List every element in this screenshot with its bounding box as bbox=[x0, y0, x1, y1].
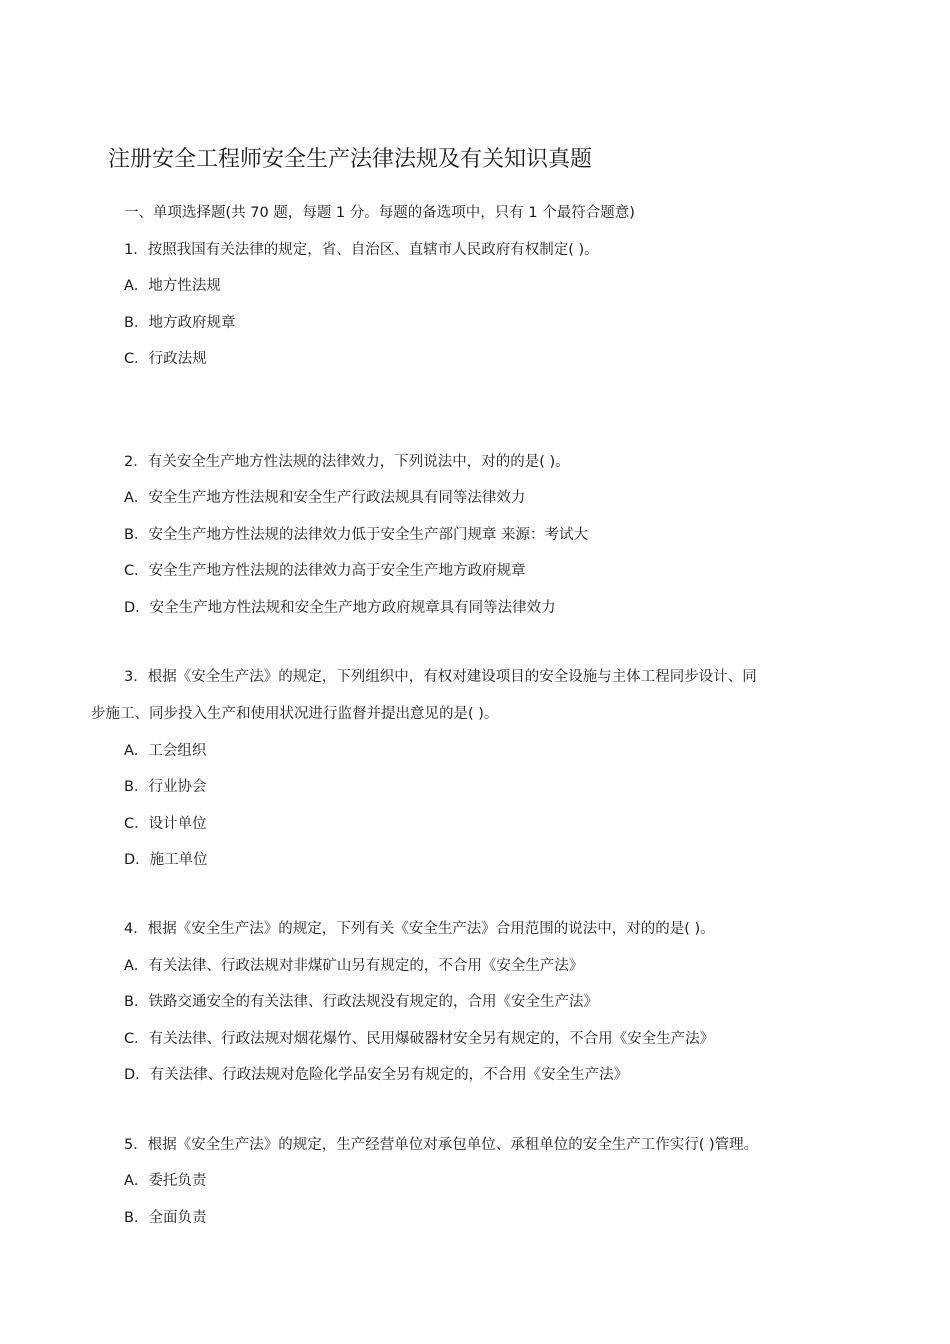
question-4-option-d: D．有关法律、行政法规对危险化学品安全另有规定的，不合用《安全生产法》 bbox=[124, 1067, 629, 1083]
question-1-option-c: C．行政法规 bbox=[124, 351, 207, 367]
question-3-stem-line-2: 步施工、同步投入生产和使用状况进行监督并提出意见的是( )。 bbox=[91, 706, 499, 722]
question-4-option-c: C．有关法律、行政法规对烟花爆竹、民用爆破器材安全另有规定的，不合用《安全生产法》 bbox=[124, 1031, 715, 1047]
question-4-stem: 4．根据《安全生产法》的规定，下列有关《安全生产法》合用范围的说法中，对的的是( )。 bbox=[124, 921, 715, 937]
question-3-option-a: A．工会组织 bbox=[124, 743, 207, 759]
question-2-option-c: C．安全生产地方性法规的法律效力高于安全生产地方政府规章 bbox=[124, 563, 526, 579]
question-3-stem-line-1: 3．根据《安全生产法》的规定，下列组织中，有权对建设项目的安全设施与主体工程同步设计、同 bbox=[124, 669, 757, 685]
document-title: 注册安全工程师安全生产法律法规及有关知识真题 bbox=[108, 147, 593, 172]
question-1-option-b: B．地方政府规章 bbox=[124, 315, 236, 331]
question-5-option-a: A．委托负责 bbox=[124, 1173, 207, 1189]
question-4-option-a: A．有关法律、行政法规对非煤矿山另有规定的，不合用《安全生产法》 bbox=[124, 958, 584, 974]
question-3-option-d: D．施工单位 bbox=[124, 852, 208, 868]
question-4-option-b: B．铁路交通安全的有关法律、行政法规没有规定的，合用《安全生产法》 bbox=[124, 994, 598, 1010]
question-2-stem: 2．有关安全生产地方性法规的法律效力，下列说法中，对的的是( )。 bbox=[124, 454, 570, 470]
question-1-option-a: A．地方性法规 bbox=[124, 278, 221, 294]
question-2-option-b: B．安全生产地方性法规的法律效力低于安全生产部门规章 来源：考试大 bbox=[124, 527, 589, 543]
question-2-option-a: A．安全生产地方性法规和安全生产行政法规具有同等法律效力 bbox=[124, 490, 526, 506]
question-2-option-d: D．安全生产地方性法规和安全生产地方政府规章具有同等法律效力 bbox=[124, 600, 556, 616]
question-3-option-c: C．设计单位 bbox=[124, 816, 207, 832]
question-5-option-b: B．全面负责 bbox=[124, 1210, 207, 1226]
question-3-option-b: B．行业协会 bbox=[124, 779, 207, 795]
question-5-stem: 5．根据《安全生产法》的规定，生产经营单位对承包单位、承租单位的安全生产工作实行( )管理。 bbox=[124, 1137, 759, 1153]
section-heading: 一、单项选择题(共 70 题，每题 1 分。每题的备选项中，只有 1 个最符合题意) bbox=[124, 205, 635, 221]
question-1-stem: 1．按照我国有关法律的规定，省、自治区、直辖市人民政府有权制定( )。 bbox=[124, 242, 599, 258]
